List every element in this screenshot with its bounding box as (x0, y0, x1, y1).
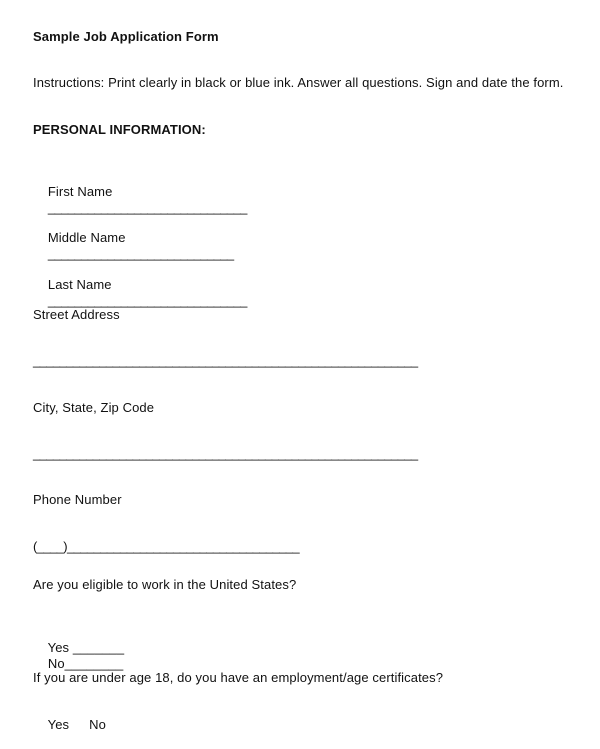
middle-name-field[interactable]: ____________________________ (47, 246, 234, 261)
city-state-zip-label: City, State, Zip Code (33, 400, 155, 415)
age-answer-row (33, 701, 106, 749)
personal-information-heading: PERSONAL INFORMATION: (33, 122, 206, 137)
age-certificate-question: If you are under age 18, do you have an employment/age certificates? (33, 670, 444, 685)
eligibility-no-field[interactable]: No________ (47, 656, 124, 671)
age-yes-option[interactable]: Yes (47, 717, 70, 732)
last-name-field[interactable]: ______________________________ (47, 293, 247, 308)
eligibility-yes-field[interactable]: Yes _______ (47, 640, 125, 655)
street-address-field[interactable]: __________________________________________________________ (33, 353, 418, 368)
first-name-label: First Name (47, 184, 113, 199)
middle-name-label: Middle Name (47, 230, 126, 245)
city-state-zip-field[interactable]: __________________________________________________________ (33, 446, 418, 461)
eligibility-question: Are you eligible to work in the United States? (33, 577, 297, 592)
phone-number-label: Phone Number (33, 492, 122, 507)
form-title: Sample Job Application Form (33, 29, 219, 44)
phone-number-field[interactable]: (____)___________________________________ (33, 539, 300, 554)
last-name-label: Last Name (47, 277, 112, 292)
street-address-label: Street Address (33, 307, 120, 322)
first-name-field[interactable]: ______________________________ (47, 200, 247, 215)
age-no-option[interactable]: No (89, 717, 106, 732)
instructions-text: Instructions: Print clearly in black or blue ink. Answer all questions. Sign and date the form. (33, 75, 564, 90)
